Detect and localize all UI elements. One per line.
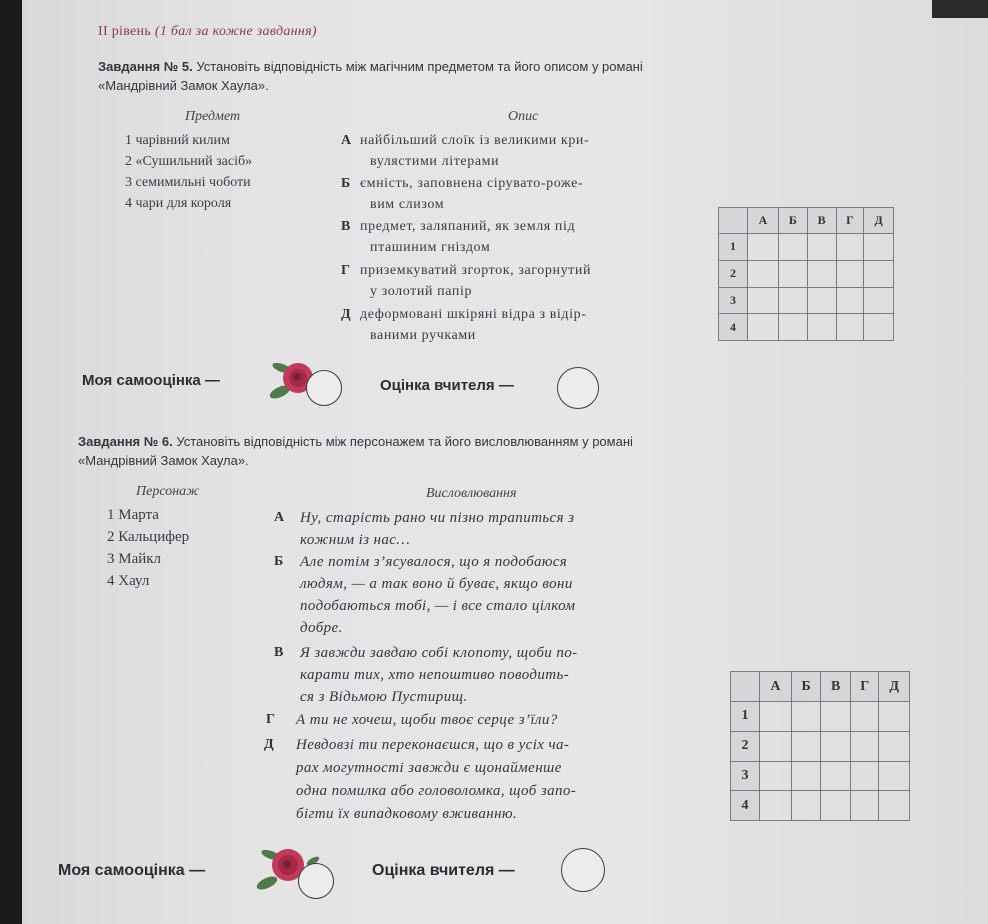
task5-desc-letter: Д xyxy=(341,307,351,322)
task6-col-characters-header: Персонаж xyxy=(136,484,200,499)
grid-cell[interactable] xyxy=(779,314,808,341)
task5-label: Завдання № 5. xyxy=(98,59,193,74)
teacher-grade-circle[interactable] xyxy=(561,848,605,892)
self-grade-circle[interactable] xyxy=(298,863,334,899)
task6-quote-letter: А xyxy=(274,510,285,525)
task6-quote-line: людям, — а так воно й буває, якщо вони xyxy=(300,576,573,592)
grid-cell[interactable] xyxy=(836,234,864,261)
task5-text-line1: Установіть відповідність між магічним предметом та його описом у романі xyxy=(196,59,643,74)
grid-cell[interactable] xyxy=(836,287,864,314)
task5-col-descriptions-header: Опис xyxy=(508,109,539,124)
grid-cell[interactable] xyxy=(791,761,820,791)
task6-item: 3 Майкл xyxy=(107,551,162,567)
task6-quote-letter: В xyxy=(274,645,284,660)
grid-row-header: 3 xyxy=(719,287,748,314)
task6-quote-line: Ну, старість рано чи пізно трапиться з xyxy=(300,510,575,526)
task5-desc-line: деформовані шкіряні відра з відір- xyxy=(360,307,587,322)
grid-col-header: А xyxy=(748,208,779,234)
task5-desc-line: ваними ручками xyxy=(370,328,476,343)
task6-text-line1: Установіть відповідність між персонажем та його висловлюванням у романі xyxy=(176,434,633,449)
task5-desc-line: вим слизом xyxy=(370,197,445,212)
grid-col-header: Д xyxy=(879,672,910,702)
grid-cell[interactable] xyxy=(851,702,879,732)
task5-desc-letter: А xyxy=(341,133,352,148)
grid-row-header: 4 xyxy=(731,791,760,821)
self-grade-circle[interactable] xyxy=(306,370,342,406)
teacher-grade-label: Оцінка вчителя — xyxy=(372,862,515,879)
grid-row-header: 2 xyxy=(719,260,748,287)
task5-item: 2 «Сушильний засіб» xyxy=(125,154,253,169)
task6-quote-letter: Д xyxy=(264,737,274,752)
task6-quote-line: Невдовзі ти переконаєшся, що в усіх ча- xyxy=(296,737,570,753)
task6-quote-line: подобаються тобі, — і все стало цілком xyxy=(300,598,576,614)
page-corner-shadow xyxy=(932,0,988,18)
task5-item: 4 чари для короля xyxy=(125,196,232,211)
task6-item: 1 Марта xyxy=(107,507,159,523)
grid-cell[interactable] xyxy=(807,287,836,314)
task5-desc-line: пташиним гніздом xyxy=(370,240,491,255)
grid-row-header: 3 xyxy=(731,761,760,791)
task5-text-line2: «Мандрівний Замок Хаула». xyxy=(98,78,269,93)
task6-quote-line: Я завжди завдаю собі клопоту, щоби по- xyxy=(300,645,578,661)
task5-desc-letter: Г xyxy=(341,263,350,278)
grid-cell[interactable] xyxy=(851,761,879,791)
grid-cell[interactable] xyxy=(821,791,851,821)
grid-cell[interactable] xyxy=(879,731,910,761)
grid-cell[interactable] xyxy=(748,287,779,314)
grid-cell[interactable] xyxy=(760,731,792,761)
grid-cell[interactable] xyxy=(851,791,879,821)
grid-cell[interactable] xyxy=(851,731,879,761)
grid-cell[interactable] xyxy=(779,234,808,261)
grid-col-header: Д xyxy=(864,208,894,234)
grid-cell[interactable] xyxy=(760,761,792,791)
grid-row-header: 4 xyxy=(719,314,748,341)
task5-item: 3 семимильні чоботи xyxy=(125,175,251,190)
task6-col-quotes-header: Висловлювання xyxy=(426,486,517,501)
grid-cell[interactable] xyxy=(791,702,820,732)
grid-cell[interactable] xyxy=(879,761,910,791)
task6-quote-line: рах могутності завжди є щонайменше xyxy=(296,760,562,776)
grid-cell[interactable] xyxy=(779,287,808,314)
grid-col-header: А xyxy=(760,672,792,702)
grid-cell[interactable] xyxy=(779,260,808,287)
grid-cell[interactable] xyxy=(748,234,779,261)
teacher-grade-circle[interactable] xyxy=(557,367,599,409)
task6-quote-line: Але потім з’ясувалося, що я подобаюся xyxy=(300,554,568,570)
task5-desc-line: вулястими літерами xyxy=(370,154,500,169)
grid-cell[interactable] xyxy=(791,731,820,761)
grid-col-header: В xyxy=(821,672,851,702)
task5-desc-line: ємність, заповнена сірувато-роже- xyxy=(360,176,584,191)
task5-item: 1 чарівний килим xyxy=(125,133,230,148)
grid-corner xyxy=(731,672,760,702)
grid-cell[interactable] xyxy=(864,287,894,314)
grid-cell[interactable] xyxy=(864,314,894,341)
grid-col-header: Б xyxy=(791,672,820,702)
grid-cell[interactable] xyxy=(821,702,851,732)
task6-quote-line: одна помилка або головоломка, щоб запо- xyxy=(296,783,577,799)
grid-col-header: Г xyxy=(836,208,864,234)
grid-cell[interactable] xyxy=(760,702,792,732)
task6-quote-letter: Г xyxy=(266,712,275,727)
self-grade-label: Моя самооцінка — xyxy=(58,862,206,879)
grid-cell[interactable] xyxy=(864,260,894,287)
task6-quote-line: кожним із нас… xyxy=(300,532,411,548)
teacher-grade-label: Оцінка вчителя — xyxy=(380,377,514,394)
task6-quote-letter: Б xyxy=(274,554,284,569)
task5-desc-letter: Б xyxy=(341,176,351,191)
task5-desc-letter: В xyxy=(341,219,351,234)
grid-cell[interactable] xyxy=(760,791,792,821)
grid-col-header: Б xyxy=(779,208,808,234)
grid-cell[interactable] xyxy=(748,314,779,341)
grid-row-header: 1 xyxy=(731,702,760,732)
task6-instruction xyxy=(78,434,633,449)
task6-label: Завдання № 6. xyxy=(78,434,173,449)
grid-row-header: 1 xyxy=(719,234,748,261)
grid-cell[interactable] xyxy=(791,791,820,821)
level-title: ІІ рівень (1 бал за кожне завдання) xyxy=(98,24,317,39)
grid-cell[interactable] xyxy=(836,260,864,287)
task5-answer-grid xyxy=(718,207,894,341)
grid-col-header: В xyxy=(807,208,836,234)
grid-cell[interactable] xyxy=(821,761,851,791)
grid-cell[interactable] xyxy=(807,314,836,341)
task5-desc-line: приземкуватий згорток, загорнутий xyxy=(360,263,592,278)
task5-desc-line: у золотий папір xyxy=(370,284,473,299)
task5-col-items-header: Предмет xyxy=(185,109,241,124)
grid-cell[interactable] xyxy=(879,702,910,732)
grid-cell[interactable] xyxy=(748,260,779,287)
task5-desc-line: предмет, заляпаний, як земля під xyxy=(360,219,576,234)
task5-desc-line: найбільший слоїк із великими кри- xyxy=(360,133,590,148)
task6-text-line2: «Мандрівний Замок Хаула». xyxy=(78,453,249,468)
grid-col-header: Г xyxy=(851,672,879,702)
grid-corner xyxy=(719,208,748,234)
task6-quote-line: ся з Відьмою Пустирищ. xyxy=(300,689,468,705)
task6-quote-line: А ти не хочеш, щоби твоє серце з’їли? xyxy=(296,712,558,728)
grid-cell[interactable] xyxy=(821,731,851,761)
task6-answer-grid xyxy=(730,671,910,821)
self-grade-label: Моя самооцінка — xyxy=(82,372,220,389)
task6-quote-line: добре. xyxy=(300,620,343,636)
grid-cell[interactable] xyxy=(879,791,910,821)
grid-cell[interactable] xyxy=(807,234,836,261)
task5-instruction xyxy=(98,59,643,74)
grid-row-header: 2 xyxy=(731,731,760,761)
task6-item: 4 Хаул xyxy=(107,573,150,589)
grid-cell[interactable] xyxy=(807,260,836,287)
grid-cell[interactable] xyxy=(864,234,894,261)
task6-quote-line: карати тих, хто непоштиво поводить- xyxy=(300,667,570,683)
grid-cell[interactable] xyxy=(836,314,864,341)
task6-quote-line: бігти їх випадковому вживанню. xyxy=(296,806,518,822)
task6-item: 2 Кальцифер xyxy=(107,529,190,545)
